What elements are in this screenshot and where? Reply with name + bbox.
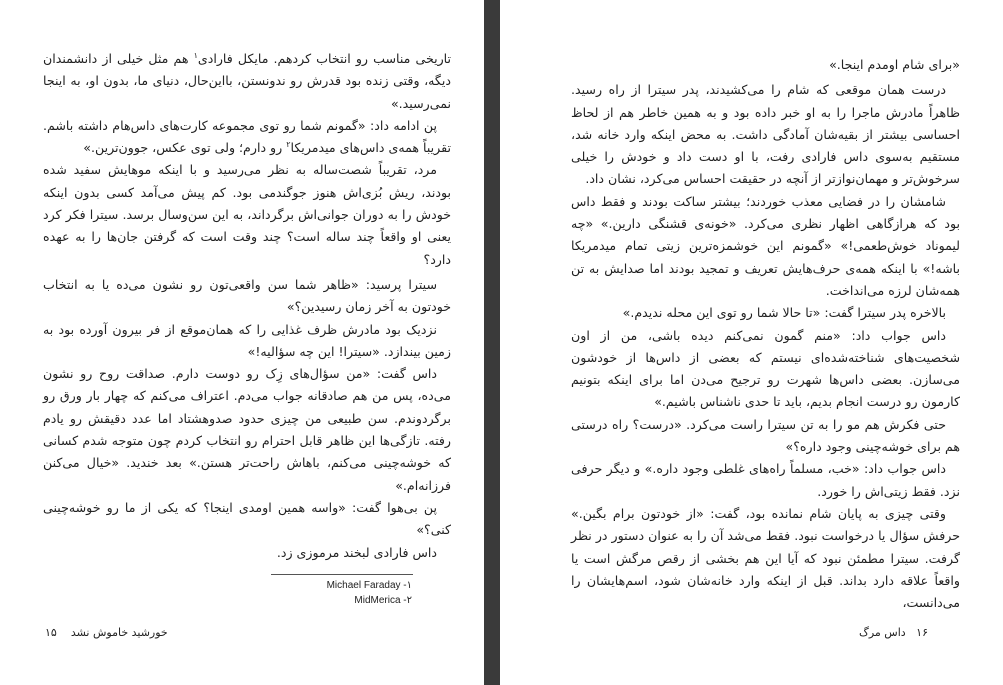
right-page-text: [571, 54, 960, 614]
text-line: تاریخی مناسب رو انتخاب کردهم. مایکل فارادی: [197, 51, 452, 66]
paragraph: نزدیک بود مادرش ظرف غذایی را که همان‌موقع از فر بیرون آورده بود به زمین بیندازد. «سیترا! این چه سؤالیه!»: [43, 321, 451, 359]
paragraph: مرد، تقریباً شصت‌ساله به نظر می‌رسید و با اینکه موهایش سفید شده بودند، ریش بُزی‌اش هنوز جوگندمی بود. کم پیش می‌آمد کسی بدون اینکه خودش را به دوران جوانی‌اش برگرداند، به این سن‌وسال برسد. سیترا فکر کرد یعنی او واقعاً چند ساله است؟ چند وقت است که گرفتن جان‌ها را به عهده دارد؟: [43, 162, 451, 267]
footnote-marker: ۱: [193, 50, 198, 60]
paragraph: درست همان موقعی که شام را می‌کشیدند، پدر سیترا از راه رسید. ظاهراً مادرش ماجرا را به او خبر داده بود و به همین خاطر هم از لحاظ احساسی بیشتر از بقیه‌شان آمادگی داشت. به محض اینکه وارد خانه شد، مستقیم به‌سوی داس فارادی رفت، با او دست داد و خودش را خیلی سرخوش‌تر و مهمان‌نوازتر از آنچه در حقیقت احساس می‌کرد، نشان داد.: [571, 82, 960, 187]
left-page-text: [43, 48, 451, 564]
footnotes: [0, 578, 412, 608]
text-line-suffix: هم مثل خیلی از: [102, 51, 194, 66]
paragraph: بالاخره پدر سیترا گفت: «تا حالا شما رو توی این محله ندیدم.»: [622, 305, 946, 321]
left-page: [0, 0, 484, 685]
paragraph: حتی فکرش هم مو را به تن سیترا راست می‌کرد. «درست؟ راه درستی هم برای خوشه‌چینی وجود داره؟»: [571, 416, 960, 455]
paragraph: [43, 115, 451, 160]
paragraph-text: پن ادامه داد: «گمونم شما رو توی مجموعه کارت‌های داس‌هام داشته باشم. تقریباً همه‌ی داس‌های میدمریکا: [43, 117, 451, 156]
paragraph: [43, 48, 451, 115]
paragraph: داس فارادی لبخند مرموزی زد.: [276, 544, 437, 560]
page-footer: [859, 626, 928, 639]
paragraph: داس گفت: «من سؤال‌های زِک رو دوست دارم. صداقت روح رو نشون می‌ده، پس من هم صادقانه جواب می‌دم. اعتراف می‌کنم که چهار بار ورق رو برگردوندم. سن طبیعی من چیزی حدود صدوهشتاد اما عدد دقیقش رو یادم رفته. تازگی‌ها این ظاهر قابل احترام رو انتخاب کردم چون متوجه شدم کسانی که خوشه‌چینی می‌کنم، باهاش راحت‌تر هستن.» بعد خندید. «خیال می‌کنن فرزانه‌ام.»: [43, 366, 451, 493]
footnote: Michael Faraday -۱: [326, 580, 412, 591]
page-number: ۱۶: [916, 626, 928, 639]
paragraph: سیترا پرسید: «ظاهر شما سن واقعی‌تون رو نشون می‌ده یا به انتخاب خودتون به آخر زمان رسیدین؟»: [43, 276, 451, 315]
page-number: ۱۵: [45, 626, 57, 639]
paragraph: پن بی‌هوا گفت: «واسه همین اومدی اینجا؟ که یکی از ما رو خوشه‌چینی کنی؟»: [43, 499, 451, 538]
footnote-divider: [271, 574, 413, 575]
footnote: MidMerica -۲: [354, 595, 412, 606]
page-footer: [45, 626, 168, 639]
right-page: [500, 0, 1003, 685]
text-line: ما، بدون او، به اینجا نمی‌رسید.»: [43, 73, 451, 111]
paragraph: وقتی چیزی به پایان شام نمانده بود، گفت: «از خودتون برام بگین.» حرفش سؤال یا درخواست نبود. فقط می‌شد آن را به عنوان دستور در نظر گرفت. سیترا مطمئن نبود که آیا این هم بخشی از رقص مرگش است یا واقعاً علاقه دارد بداند. قبل از اینکه وارد خانه‌شان شود، اسم‌هایشان را می‌دانست،: [571, 505, 960, 611]
paragraph: «برای شام اومدم اینجا.»: [829, 57, 960, 72]
footnote-marker: ۲: [286, 140, 291, 149]
paragraph: داس جواب داد: «منم گمون نمی‌کنم دیده باشی، من از اون شخصیت‌های شناخته‌شده‌ای نیستم که بعضی از داس‌ها از خودشون می‌سازن. بعضی داس‌ها شهرت رو ترجیح می‌دن اما برای اینکه بتونیم کارمون رو درست انجام بدیم، باید تا حدی ناشناس باشیم.»: [571, 327, 960, 410]
paragraph: داس جواب داد: «خب، مسلماً راه‌های غلطی وجود داره.» و دیگر حرفی نزد. فقط زیتی‌اش را خورد.: [571, 461, 960, 499]
text-line: دانشمندان دیگه، وقتی زنده بود قدرش رو ندونستن، بااین‌حال، دنیای: [43, 51, 451, 89]
book-gutter: [484, 0, 500, 685]
paragraph-text: رو دارم؛ ولی توی عکس، جوون‌ترین.»: [83, 140, 287, 156]
running-title: داس مرگ: [858, 626, 906, 639]
paragraph: شامشان را در فضایی معذب خوردند؛ بیشتر ساکت بودند و فقط داس بود که هرازگاهی اظهار نظری می‌کرد. «خونه‌ی قشنگی دارین.» «چه لیموناد خوش‌طعمی!» «گمونم این خوشمزه‌ترین زیتی تمام میدمریکا باشه!» با اینکه همه‌ی حرف‌هایش تعریف و تمجید بودند اما صدایش به تن همه‌شان لرزه می‌انداخت.: [571, 193, 960, 298]
running-title: خورشید خاموش نشد: [70, 626, 168, 639]
